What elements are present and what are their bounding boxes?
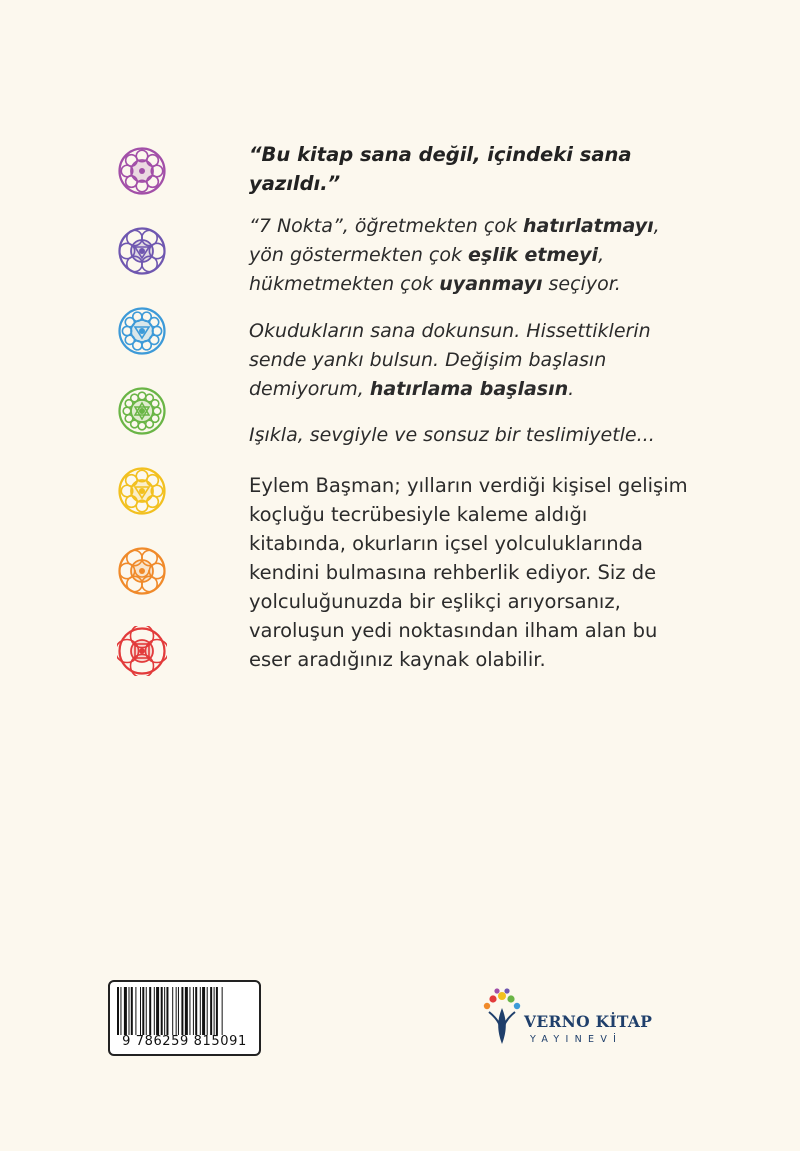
paragraph-7-nokta [249, 212, 689, 299]
crown-chakra-icon [117, 146, 167, 196]
paragraph-isikla: Işıkla, sevgiyle ve sonsuz bir teslimiyetle... [249, 424, 655, 446]
paragraph2-segment: . [568, 378, 575, 400]
paragraph1-segment: , hükmetmekten çok [249, 244, 605, 295]
publisher-subtitle: YAYINEVİ [530, 1034, 623, 1045]
publisher-logo [480, 984, 670, 1054]
paragraph1-segment: , yön göstermekten çok [249, 215, 660, 266]
paragraph1-segment: hatırlatmayı [523, 215, 654, 237]
paragraph2-segment: Okudukların sana dokunsun. Hissettiklerin sende yankı bulsun. Değişim başlasın demiyorum, [249, 320, 651, 400]
publisher-name: VERNO KİTAP [524, 1012, 653, 1031]
paragraph1-segment: “7 Nokta”, öğretmekten çok [249, 215, 523, 237]
sacral-chakra-icon [117, 546, 167, 596]
root-chakra-icon [117, 626, 167, 676]
publisher-emblem-icon [480, 984, 524, 1050]
heart-chakra-icon [117, 386, 167, 436]
paragraph-okuduklarin [249, 317, 689, 404]
blurb [249, 140, 689, 674]
solar-plexus-chakra-icon [117, 466, 167, 516]
paragraph2-segment: hatırlama başlasın [369, 378, 569, 400]
barcode-bars [117, 987, 256, 1035]
isbn-barcode [108, 980, 261, 1056]
paragraph1-segment: seçiyor. [542, 273, 621, 295]
paragraph-author-description: Eylem Başman; yılların verdiği kişisel gelişim koçluğu tecrübesiyle kaleme aldığı kitabında, okurların içsel yolculuklarında kendini bulmasına rehberlik ediyor. Siz de yolculuğunuzda bir eşlikçi arıyorsanız, varoluşun yedi noktasından ilham alan bu eser aradığınız kaynak olabilir. [249, 474, 688, 671]
paragraph1-segment: eşlik etmeyi [468, 244, 599, 266]
paragraph1-segment: uyanmayı [439, 273, 543, 295]
third-eye-chakra-icon [117, 226, 167, 276]
isbn-number: 9 786259 815091 [122, 1034, 247, 1049]
throat-chakra-icon [117, 306, 167, 356]
headline-quote: “Bu kitap sana değil, içindeki sana yazıldı.” [249, 143, 632, 195]
